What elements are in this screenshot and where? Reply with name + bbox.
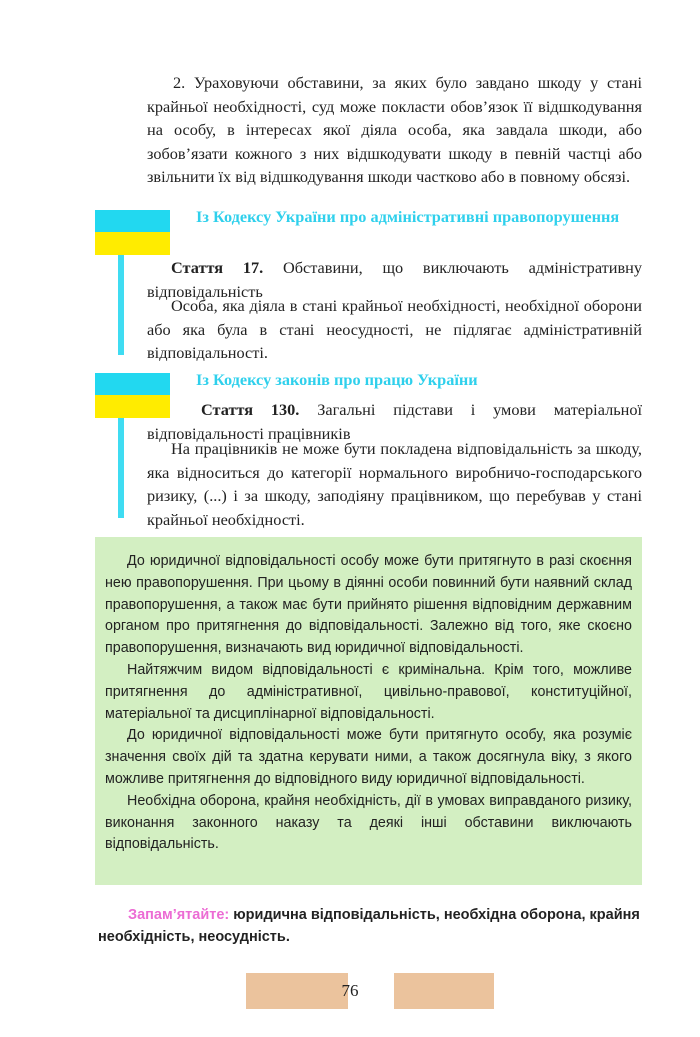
section-side-bar (118, 255, 124, 355)
article-17-label: Стаття 17. (171, 258, 264, 277)
article-17-text: Особа, яка діяла в стані крайньої необхідності, необхідної оборони або яка була в стані неосудності, не підлягає адміністративній відповідальності. (147, 296, 642, 362)
section-title-labor-code: Із Кодексу законів про працю України (196, 370, 478, 389)
remember-label: Запам’ятайте: (128, 907, 230, 923)
summary-paragraph: До юридичної відповідальності особу може бути притягнуто в разі скоєння нею правопорушення. При цьому в діянні особи повинний бути наявний склад правопорушення, а також має бути прийнято рішення відповідним державним органом про притягнення до відповідальності. Залежно від того, яке скоєно правопорушення, визначають вид юридичної відповідальності. (105, 553, 632, 657)
section-side-bar (118, 418, 124, 518)
section-title-admin-code: Із Кодексу України про адміністративні правопорушення (196, 207, 620, 226)
article-130-title: Загальні підстави і умови матеріальної відповідальності працівників (147, 400, 642, 443)
intro-paragraph: 2. Ураховуючи обставини, за яких було завдано шкоду у стані крайньої необхідності, суд може покласти обов’язок її відшкодування на особу, в інтересах якої діяла особа, яка завдала шкоди, або зобов’язати кожного з них відшкодувати шкоду в певній частці або звільнити їх від відшкодування шкоди частково або в повному обсязі. (147, 73, 642, 186)
page-number: 76 (341, 981, 359, 1000)
article-130-label: Стаття 130. (201, 400, 300, 419)
remember-note (98, 904, 642, 948)
summary-paragraph: Найтяжчим видом відповідальності є кримінальна. Крім того, можливе притягнення до адміністративної, цивільно-правової, конституційної, матеріальної та дисциплінарної відповідальності. (105, 661, 632, 722)
article-17-title: Обставини, що виключають адміністративну відповідальність (147, 258, 642, 301)
article-130-text: На працівників не може бути покладена відповідальність за шкоду, яка відноситься до категорії нормального виробничо-господарського ризику, (...) і за шкоду, заподіяну працівником, що перебував у стані крайньої необхідності. (147, 439, 642, 529)
summary-box (95, 537, 642, 885)
summary-paragraph: До юридичної відповідальності може бути притягнуто особу, яка розуміє значення своїх дій та здатна керувати ними, а також досягнула віку, з якого можливе притягнення до відповідного виду юридичної відповідальності. (105, 727, 632, 787)
summary-paragraph: Необхідна оборона, крайня необхідність, дії в умовах виправданого ризику, виконання законного наказу та деякі інші обставини виключають відповідальність. (105, 792, 632, 853)
remember-terms: юридична відповідальність, необхідна оборона, крайня необхідність, неосудність. (98, 907, 640, 945)
ukraine-flag-marker (95, 210, 170, 255)
